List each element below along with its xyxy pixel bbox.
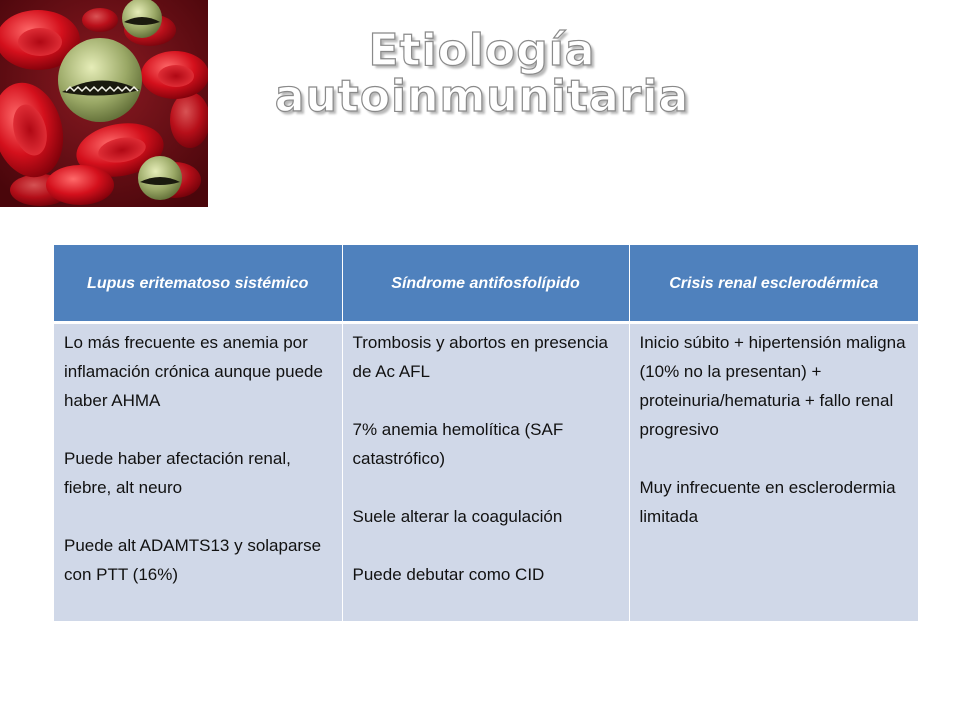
paragraph: 7% anemia hemolítica (SAF catastrófico) — [352, 420, 564, 468]
paragraph: Trombosis y abortos en presencia de Ac AFL — [352, 333, 608, 381]
header-antiphospholipid: Síndrome antifosfolípido — [342, 245, 629, 323]
paragraph: Lo más frecuente es anemia por inflamación crónica aunque puede haber AHMA — [64, 333, 323, 410]
header-lupus: Lupus eritematoso sistémico — [54, 245, 342, 323]
slide-title-line-2: autoinmunitaria — [274, 71, 690, 122]
cell-scleroderma-renal-crisis — [629, 323, 918, 622]
paragraph: Inicio súbito + hipertensión maligna (10% no la presentan) + proteinuria/hematuria + fallo renal progresivo — [639, 333, 906, 439]
paragraph: Puede alt ADAMTS13 y solaparse con PTT (16%) — [64, 536, 322, 584]
paragraph: Suele alterar la coagulación — [352, 507, 563, 526]
table-header-row — [54, 245, 918, 323]
slide-title — [262, 25, 702, 122]
cell-antiphospholipid — [342, 323, 629, 622]
comparison-table — [54, 245, 918, 621]
slide-title-line-1: Etiología — [368, 25, 596, 76]
paragraph: Puede haber afectación renal, fiebre, alt neuro — [64, 449, 291, 497]
paragraph: Muy infrecuente en esclerodermia limitada — [639, 478, 896, 526]
cell-lupus — [54, 323, 342, 622]
red-blood-cells-illustration — [0, 0, 208, 207]
header-scleroderma-renal-crisis: Crisis renal esclerodérmica — [629, 245, 918, 323]
table-row — [54, 323, 918, 622]
paragraph: Puede debutar como CID — [352, 565, 545, 584]
